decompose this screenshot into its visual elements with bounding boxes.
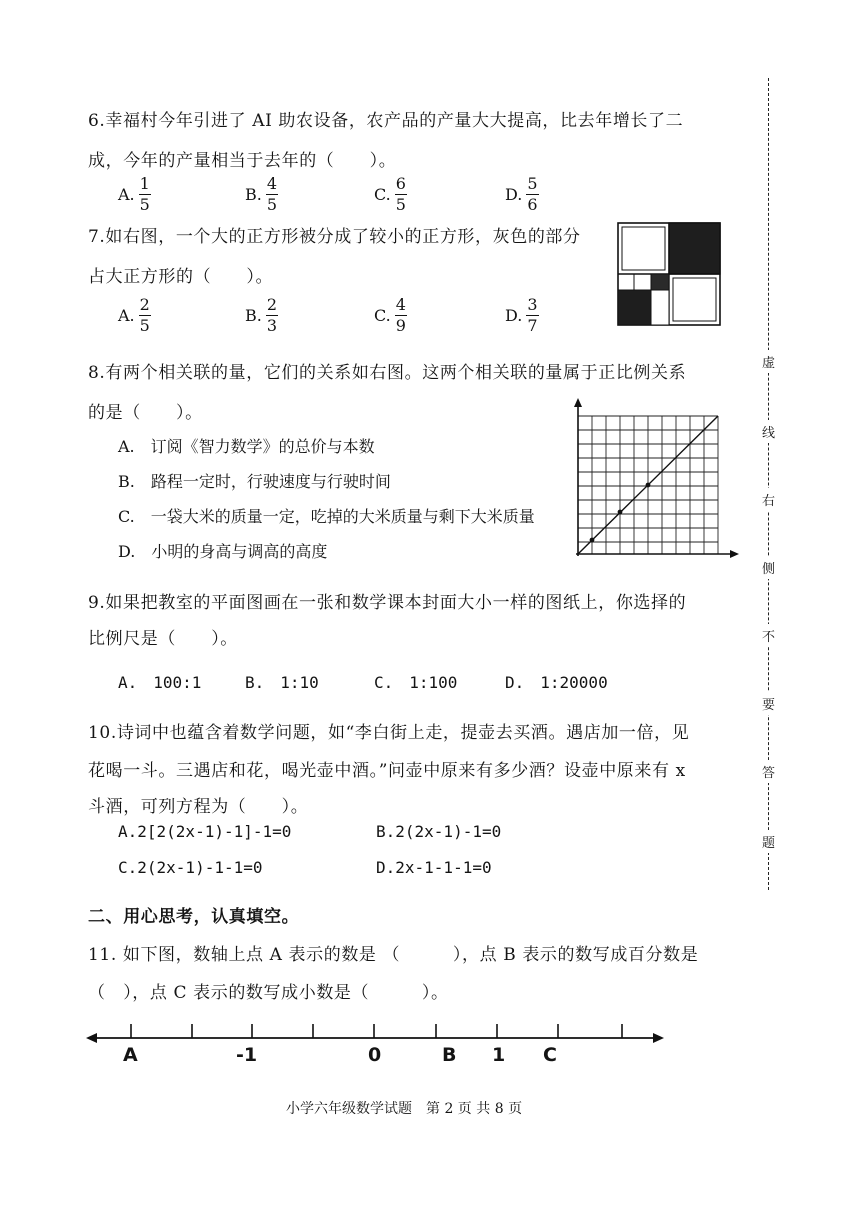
q9-option-b: B. 1:10 <box>245 673 319 692</box>
number-line-label-c: C <box>543 1044 557 1066</box>
q9-text-line2: 比例尺是（ ）。 <box>88 629 238 649</box>
number-line-label-1: 1 <box>492 1044 506 1066</box>
side-char-3: 右 <box>762 488 775 511</box>
q11-text-line1: 11. 如下图，数轴上点 A 表示的数是 （ ），点 B 表示的数写成百分数是 <box>88 945 699 965</box>
q8-text-line2: 的是（ ）。 <box>88 403 203 423</box>
q10-option-c: C.2(2x-1)-1-1=0 <box>118 858 263 877</box>
q6-text-line2: 成，今年的产量相当于去年的（ ）。 <box>88 151 397 171</box>
q6-option-d: D. $\frac{5}{6}$ <box>505 174 538 214</box>
side-char-1: 虚 <box>762 350 775 373</box>
q10-text-line2: 花喝一斗。三遇店和花，喝光壶中酒。”问壶中原来有多少酒？设壶中原来有 x <box>88 761 686 781</box>
q6-option-c: C. $\frac{6}{5}$ <box>374 174 406 214</box>
side-char-8: 题 <box>762 830 775 853</box>
q10-text-line1: 10.诗词中也蕴含着数学问题，如“李白街上走，提壶去买酒。遇店加一倍，见 <box>88 723 690 743</box>
q10-option-d: D.2x-1-1-1=0 <box>376 858 492 877</box>
side-char-7: 答 <box>762 760 775 783</box>
number-line-label-0: 0 <box>368 1044 382 1066</box>
side-char-2: 线 <box>762 420 775 443</box>
q10-option-b: B.2(2x-1)-1=0 <box>376 822 502 841</box>
q8-option-d: D. 小明的身高与调高的高度 <box>118 542 328 561</box>
side-char-4: 侧 <box>762 556 775 579</box>
q7-square-figure <box>617 222 721 326</box>
side-char-5: 不 <box>762 624 775 647</box>
q7-option-d: D. $\frac{3}{7}$ <box>505 295 538 335</box>
q11-text-line2: （ ），点 C 表示的数写成小数是（ ）。 <box>88 983 449 1003</box>
q9-option-a: A. 100:1 <box>118 673 202 692</box>
q10-text-line3: 斗酒，可列方程为（ ）。 <box>88 797 309 817</box>
q6-option-a: A. $\frac{1}{5}$ <box>118 174 150 214</box>
number-line-label-minus1: -1 <box>236 1044 258 1066</box>
q8-option-b: B. 路程一定时，行驶速度与行驶时间 <box>118 472 391 491</box>
side-char-6: 要 <box>762 692 775 715</box>
q10-option-a: A.2[2(2x-1)-1]-1=0 <box>118 822 292 841</box>
q7-option-c: C. $\frac{4}{9}$ <box>374 295 406 335</box>
q9-option-d: D. 1:20000 <box>505 673 608 692</box>
q8-option-c: C. 一袋大米的质量一定，吃掉的大米质量与剩下大米质量 <box>118 507 535 526</box>
q7-text-line1: 7.如右图，一个大的正方形被分成了较小的正方形，灰色的部分 <box>88 227 581 247</box>
section-2-heading: 二、用心思考，认真填空。 <box>88 907 300 927</box>
number-line-label-b: B <box>442 1044 457 1066</box>
page-footer: 小学六年级数学试题 第 2 页 共 8 页 <box>286 1101 523 1117</box>
number-line-label-a: A <box>123 1044 138 1066</box>
q7-text-line2: 占大正方形的（ ）。 <box>88 267 274 287</box>
q7-option-b: B. $\frac{2}{3}$ <box>245 295 278 335</box>
q8-proportion-graph <box>570 398 740 563</box>
q9-option-c: C. 1:100 <box>374 673 458 692</box>
q6-text-line1: 6.幸福村今年引进了 AI 助农设备，农产品的产量大大提高，比去年增长了二 <box>88 111 684 131</box>
q9-text-line1: 9.如果把教室的平面图画在一张和数学课本封面大小一样的图纸上，你选择的 <box>88 593 687 613</box>
q8-option-a: A. 订阅《智力数学》的总价与本数 <box>118 437 375 456</box>
q7-option-a: A. $\frac{2}{5}$ <box>118 295 150 335</box>
q6-option-b: B. $\frac{4}{5}$ <box>245 174 278 214</box>
q8-text-line1: 8.有两个相关联的量，它们的关系如右图。这两个相关联的量属于正比例关系 <box>88 363 687 383</box>
